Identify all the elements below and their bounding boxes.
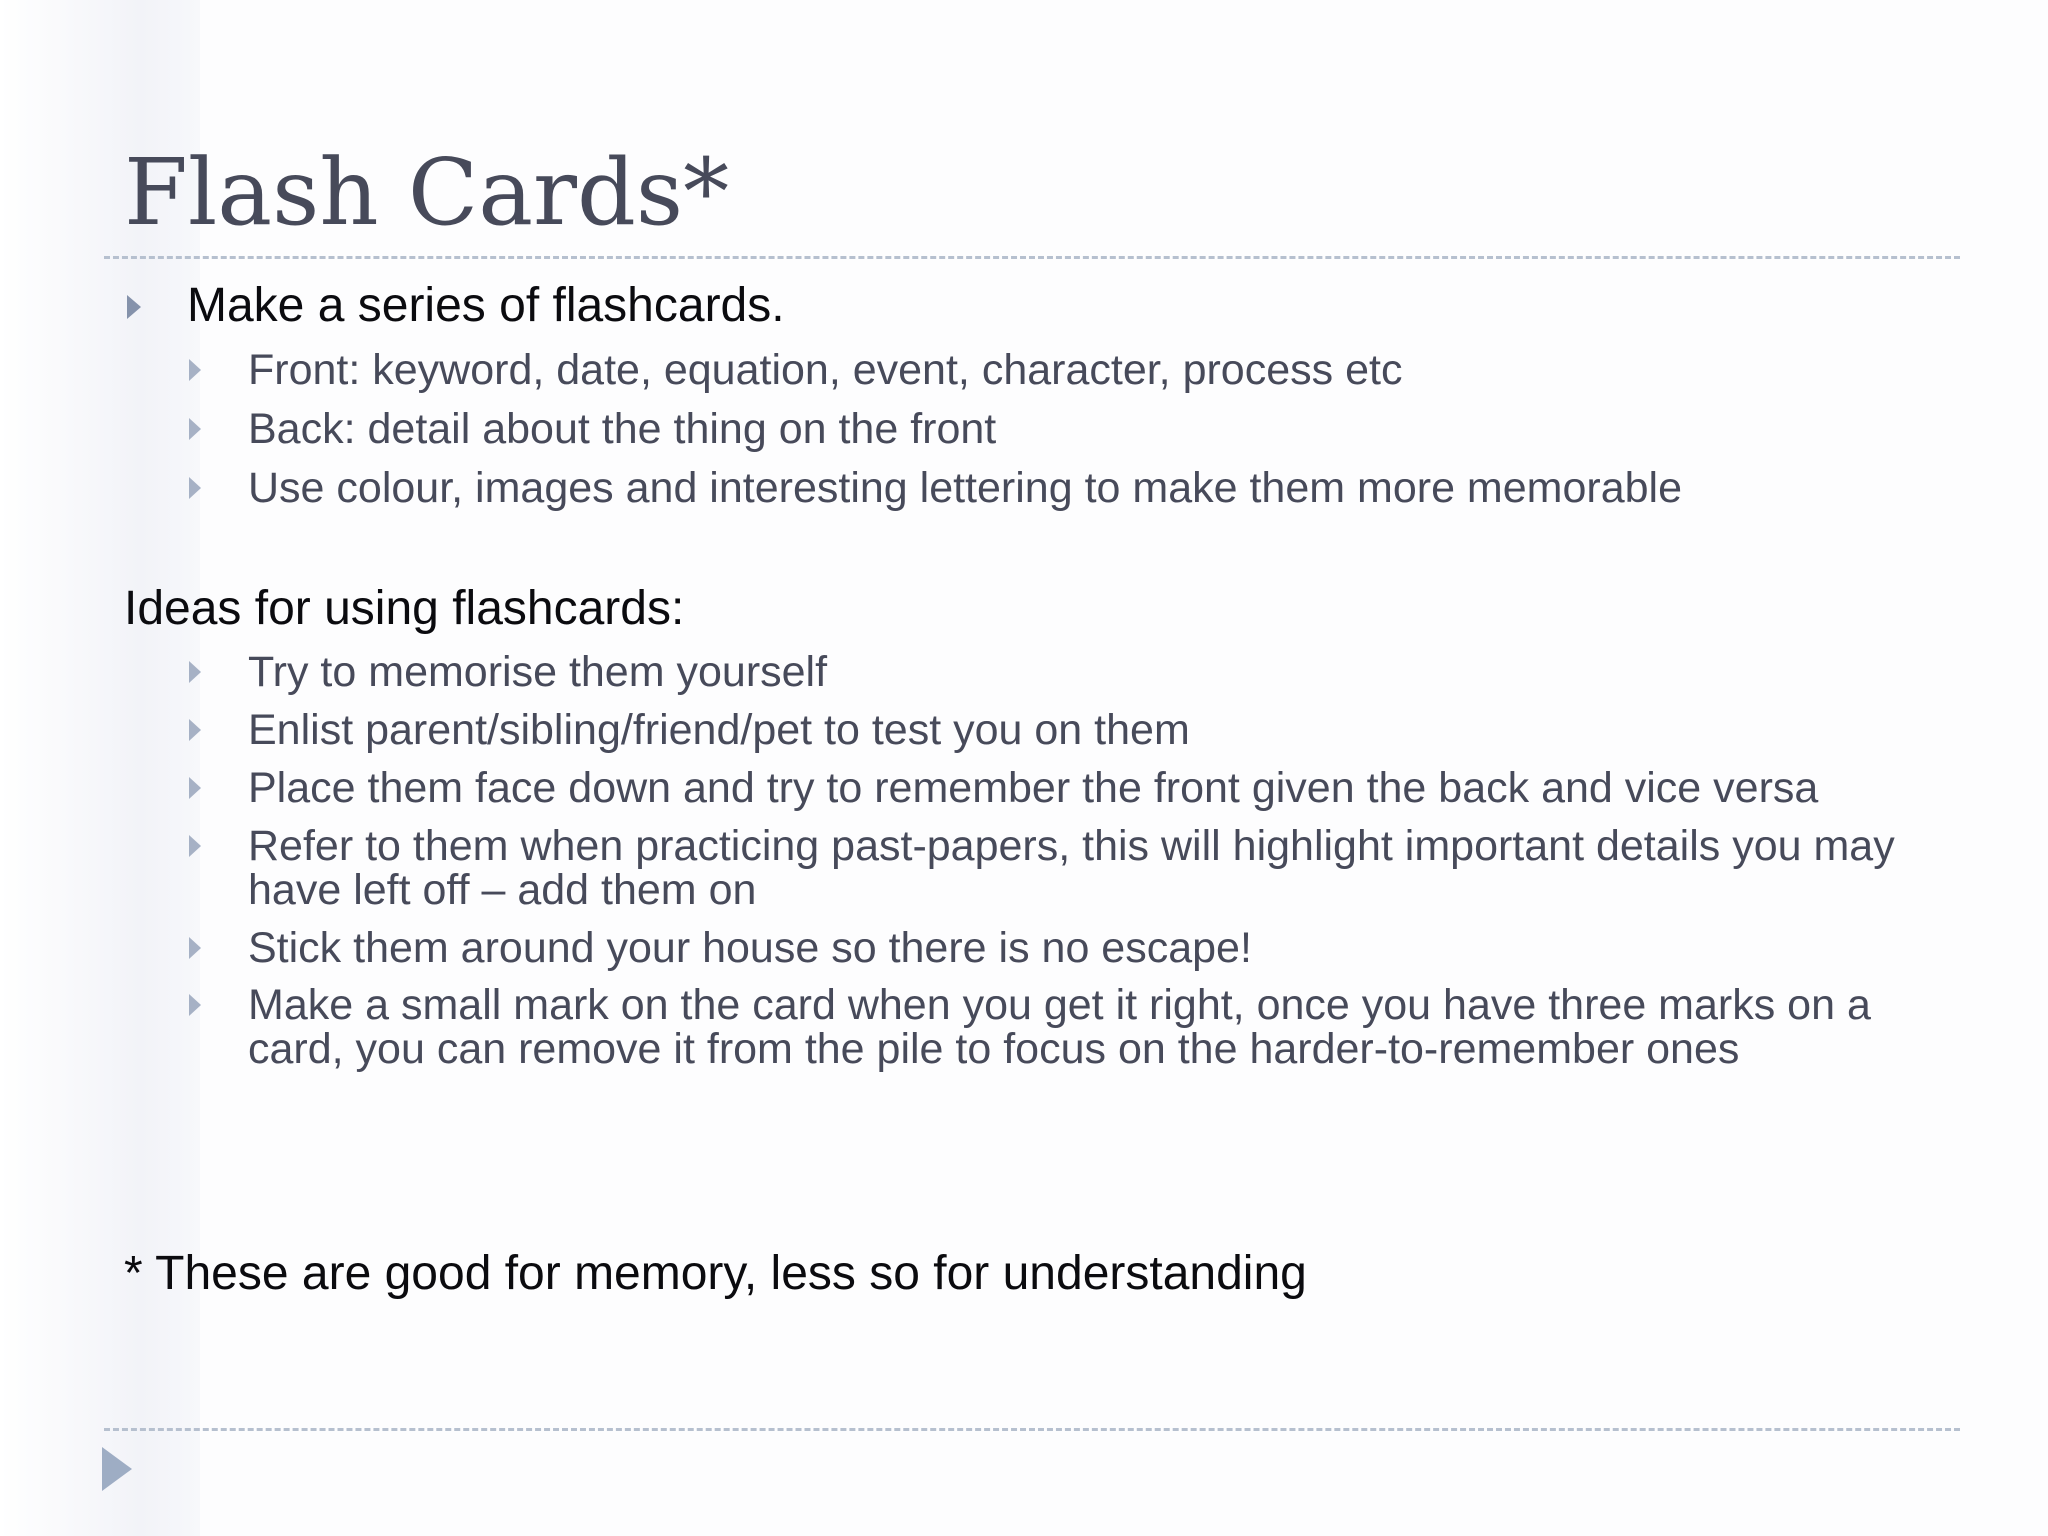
main-bullet-text: Make a series of flashcards. (187, 279, 785, 332)
footer-divider (104, 1428, 1960, 1431)
bullet-triangle-icon (189, 661, 201, 683)
bullet-triangle-icon (189, 835, 201, 857)
idea-item: Try to memorise them yourself (248, 648, 828, 696)
bullet-triangle-icon (189, 477, 201, 499)
main-sub-bullet: Front: keyword, date, equation, event, character, process etc (248, 346, 1403, 394)
bullet-triangle-icon (189, 994, 201, 1016)
idea-item: Stick them around your house so there is no escape! (248, 924, 1252, 972)
bullet-triangle-icon (189, 359, 201, 381)
main-sub-bullet: Back: detail about the thing on the front (248, 405, 997, 453)
main-sub-bullet: Use colour, images and interesting lettering to make them more memorable (248, 464, 1683, 512)
footnote: * These are good for memory, less so for understanding (124, 1247, 1307, 1300)
title-divider (104, 256, 1960, 259)
bullet-triangle-icon (189, 777, 201, 799)
idea-item: Refer to them when practicing past-papers, this will highlight important details you may have left off – add them on (248, 822, 1895, 914)
idea-item: Enlist parent/sibling/friend/pet to test you on them (248, 706, 1190, 754)
bullet-triangle-icon (189, 418, 201, 440)
play-triangle-icon (102, 1447, 132, 1491)
ideas-heading: Ideas for using flashcards: (124, 582, 685, 635)
bullet-triangle-icon (189, 719, 201, 741)
idea-item: Place them face down and try to remember the front given the back and vice versa (248, 764, 1819, 812)
idea-item: Make a small mark on the card when you get it right, once you have three marks on a card, you can remove it from the pile to focus on the harder-to-remember ones (248, 981, 1871, 1073)
slide-title: Flash Cards* (124, 139, 730, 246)
bullet-triangle-icon (127, 295, 141, 319)
bullet-triangle-icon (189, 937, 201, 959)
